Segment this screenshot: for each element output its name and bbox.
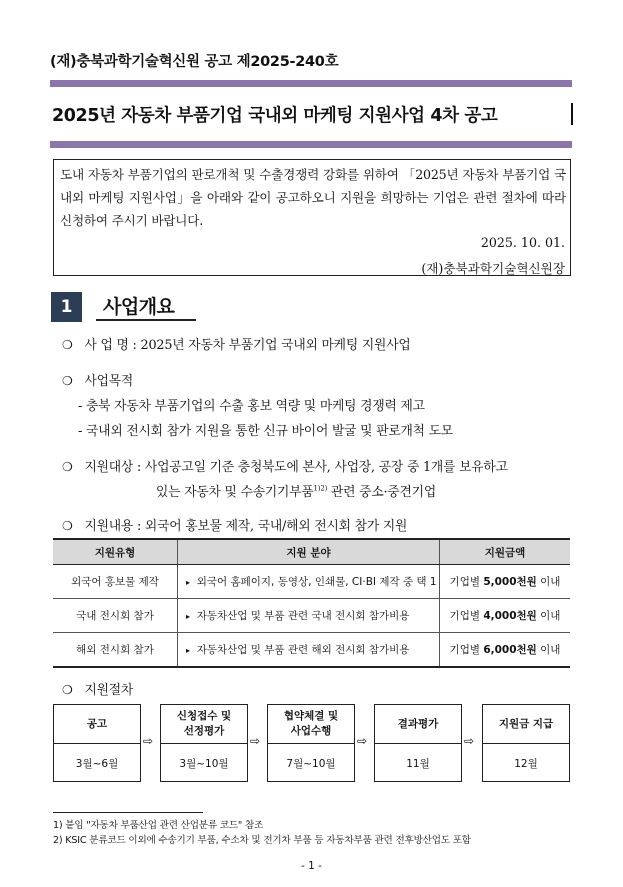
header-field: 지원 분야: [178, 539, 440, 565]
section-title-underline: [96, 319, 196, 321]
row-field-text: 자동차산업 및 부품 관련 국내 전시회 참가비용: [196, 610, 410, 622]
triangle-bullet-icon: ▸: [186, 578, 191, 587]
table-row: [53, 633, 570, 668]
purpose-item: - 충북 자동차 부품기업의 수출 홍보 역량 및 마케팅 경쟁력 제고: [78, 399, 425, 414]
step-period: 3월~10월: [179, 757, 229, 770]
step-period: 11월: [406, 757, 430, 770]
circle-bullet-icon: ❍: [62, 460, 73, 474]
procedure-step: [267, 704, 355, 782]
footnote: 1) 붙임 "자동차 부품산업 관련 산업분류 코드" 참조: [53, 820, 264, 831]
procedure-heading-line: [62, 679, 133, 698]
step-name: 결과평가: [375, 705, 461, 744]
amount-value: 4,000천원: [483, 610, 537, 622]
amount-prefix: 기업별: [449, 610, 484, 622]
procedure-step: [53, 704, 141, 782]
top-accent-bar: [50, 80, 572, 87]
step-name: 협약체결 및 사업수행: [268, 705, 354, 744]
document-title: 2025년 자동차 부품기업 국내외 마케팅 지원사업 4차 공고: [52, 106, 498, 126]
amount-value: 6,000천원: [483, 644, 537, 656]
row-type: 외국어 홍보물 제작: [53, 565, 178, 599]
procedure-step: [482, 704, 570, 782]
step-name: 공고: [54, 705, 140, 744]
step-name: 신청접수 및 선정평가: [161, 705, 247, 744]
target-line-1: [62, 456, 508, 475]
circle-bullet-icon: ❍: [62, 519, 73, 533]
row-field: [178, 565, 440, 599]
step-name: 지원금 지급: [483, 705, 569, 744]
row-amount: [440, 599, 571, 633]
purpose-heading-line: [62, 370, 133, 389]
target-line-2: [156, 481, 436, 500]
amount-suffix: 이내: [536, 610, 561, 622]
title-end-mark: [571, 103, 573, 125]
support-table: [53, 538, 570, 668]
bottom-accent-bar: [50, 141, 572, 148]
notice-number: (재)충북과학기술혁신원 공고 제2025-240호: [50, 54, 339, 70]
intro-issuer: (재)충북과학기술혁신원장: [421, 261, 565, 276]
table-row: [53, 565, 570, 599]
section-number-badge: 1: [51, 292, 82, 322]
section-title: 사업개요: [103, 296, 175, 318]
purpose-item: - 국내외 전시회 참가 지원을 통한 신규 바이어 발굴 및 판로개척 도모: [78, 424, 454, 439]
arrow-right-icon: ⇨: [250, 734, 261, 748]
target-text-2b: 관련 중소·중견기업: [327, 485, 437, 500]
row-field: [178, 599, 440, 633]
page-number: - 1 -: [301, 860, 322, 872]
circle-bullet-icon: ❍: [62, 374, 73, 388]
arrow-right-icon: ⇨: [357, 734, 368, 748]
table-row: [53, 599, 570, 633]
content-text: 지원내용 : 외국어 홍보물 제작, 국내/해외 전시회 참가 지원: [84, 519, 408, 534]
step-period: 12월: [514, 757, 538, 770]
amount-suffix: 이내: [536, 644, 561, 656]
intro-date: 2025. 10. 01.: [480, 235, 565, 250]
arrow-right-icon: ⇨: [143, 734, 154, 748]
header-type: 지원유형: [53, 539, 178, 565]
table-header-row: [53, 539, 570, 565]
amount-prefix: 기업별: [449, 576, 484, 588]
footnote-ref: 1)2): [313, 484, 328, 493]
amount-value: 5,000천원: [483, 576, 537, 588]
procedure-step: [374, 704, 462, 782]
row-field-text: 자동차산업 및 부품 관련 해외 전시회 참가비용: [196, 644, 410, 656]
header-amount: 지원금액: [440, 539, 571, 565]
triangle-bullet-icon: ▸: [186, 646, 191, 655]
row-type: 국내 전시회 참가: [53, 599, 178, 633]
row-field: [178, 633, 440, 668]
step-period: 7월~10월: [286, 757, 336, 770]
target-text-2a: 있는 자동차 및 수송기기부품: [156, 485, 314, 500]
footnote-divider: [53, 812, 203, 813]
row-amount: [440, 565, 571, 599]
row-amount: [440, 633, 571, 668]
procedure-step: [160, 704, 248, 782]
content-line: [62, 515, 407, 534]
step-period: 3월~6월: [75, 757, 119, 770]
amount-suffix: 이내: [536, 576, 561, 588]
project-name: 사 업 명 : 2025년 자동차 부품기업 국내외 마케팅 지원사업: [84, 338, 411, 353]
circle-bullet-icon: ❍: [62, 683, 73, 697]
intro-text: 도내 자동차 부품기업의 판로개척 및 수출경쟁력 강화를 위하여 「2025년 자동차 부품기업 국내외 마케팅 지원사업」을 아래와 같이 공고하오니 지원을 희망하는 기업은 관련 절차에 따라 신청하여 주시기 바랍니다.: [60, 167, 566, 228]
arrow-right-icon: ⇨: [464, 734, 475, 748]
amount-prefix: 기업별: [449, 644, 484, 656]
circle-bullet-icon: ❍: [62, 338, 73, 352]
footnote: 2) KSIC 분류코드 이외에 수송기기 부품, 수소차 및 전기차 부품 등 자동차부품 관련 전후방산업도 포함: [53, 835, 471, 846]
purpose-label: 사업목적: [84, 374, 134, 389]
triangle-bullet-icon: ▸: [186, 612, 191, 621]
row-field-text: 외국어 홈페이지, 동영상, 인쇄물, CI·BI 제작 중 택 1: [196, 576, 437, 588]
target-text-1: 지원대상 : 사업공고일 기준 충청북도에 본사, 사업장, 공장 중 1개를 보유하고: [84, 460, 508, 475]
procedure-label: 지원절차: [84, 683, 134, 698]
project-name-line: [62, 334, 411, 353]
row-type: 해외 전시회 참가: [53, 633, 178, 668]
